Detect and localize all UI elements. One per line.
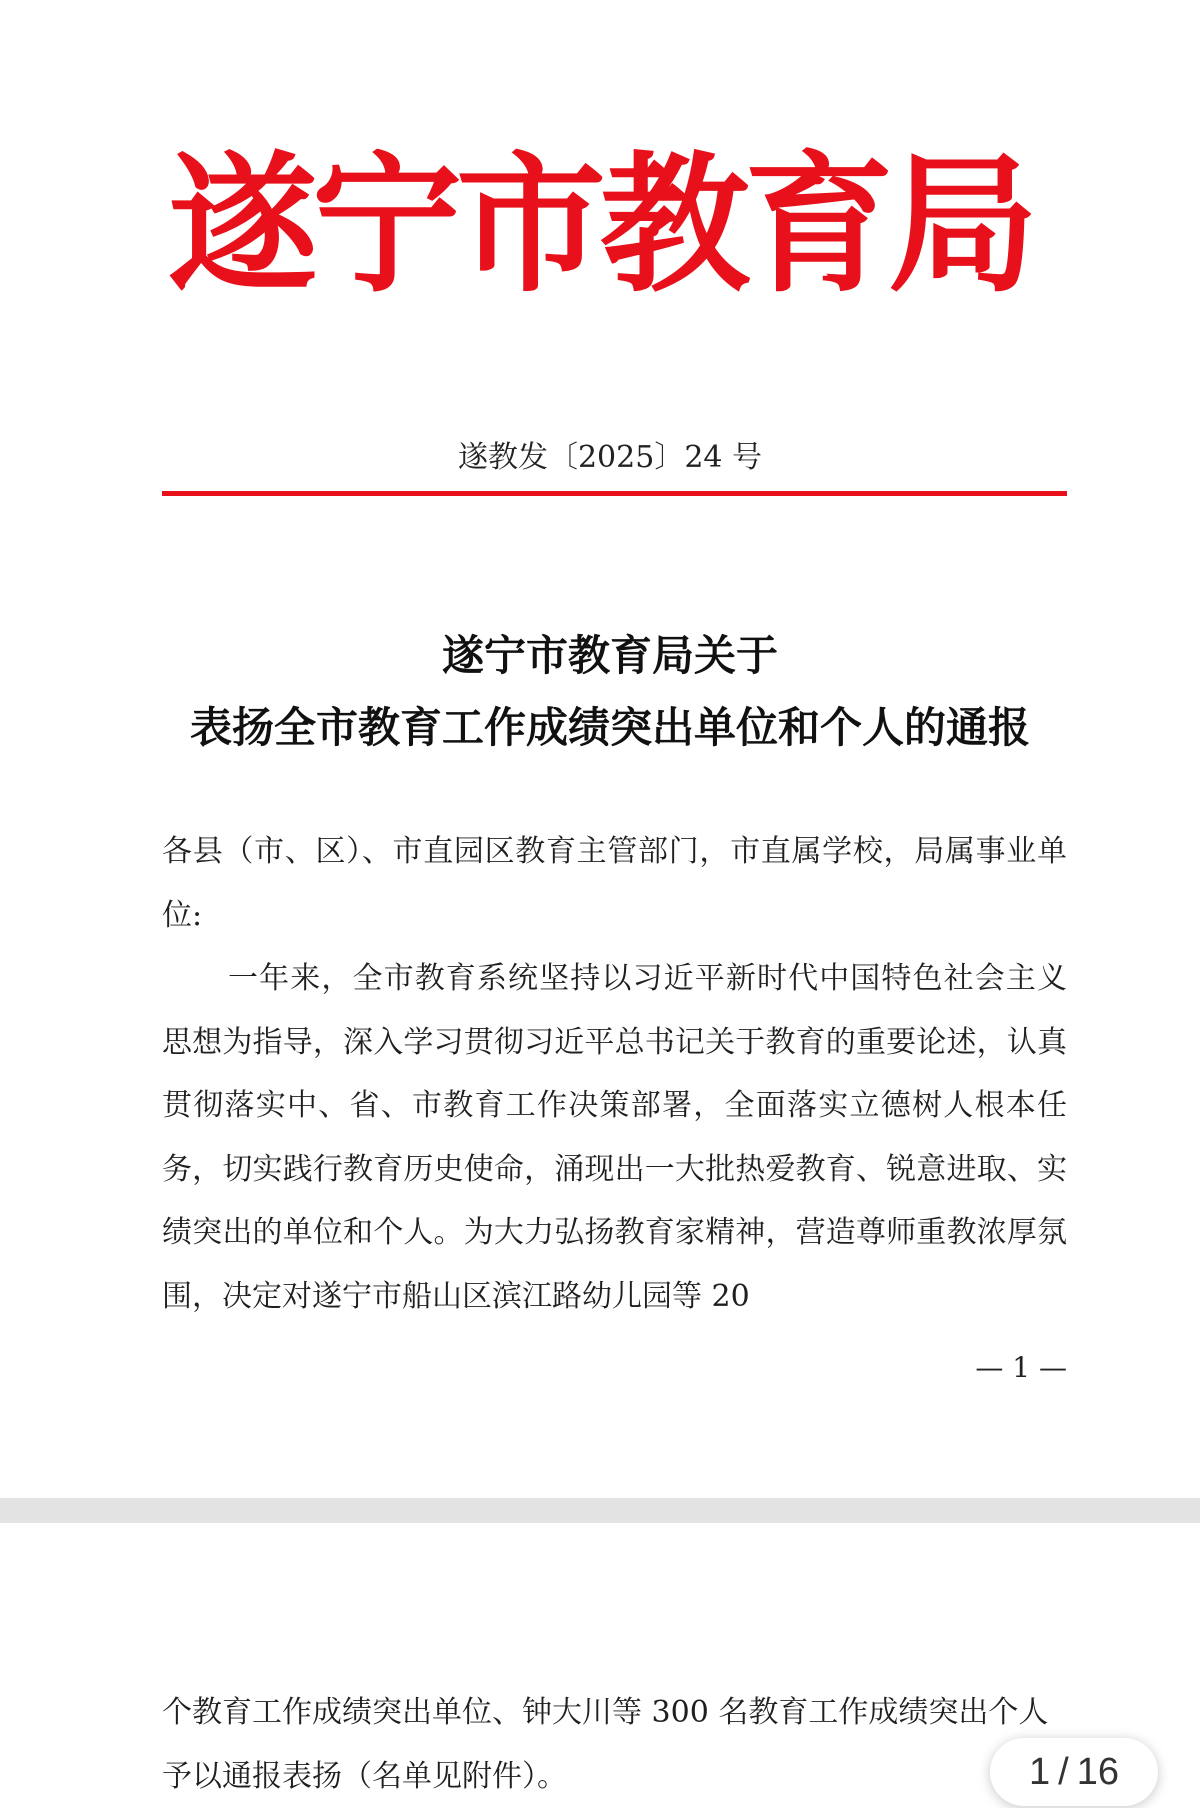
salutation-paragraph: 各县（市、区）、市直园区教育主管部门，市直属学校，局属事业单位:: [162, 834, 1067, 933]
red-divider-line: [162, 491, 1067, 496]
document-number: 遂教发〔2025〕24 号: [457, 440, 763, 475]
current-page-number: 1: [1029, 1750, 1051, 1793]
page-separator: [0, 1498, 1200, 1523]
page-number-footer: — 1 —: [975, 1351, 1067, 1384]
total-pages-number: 16: [1076, 1750, 1119, 1793]
document-heading-line-2: 表扬全市教育工作成绩突出单位和个人的通报: [189, 703, 1030, 752]
body-paragraph-1: 一年来，全市教育系统坚持以习近平新时代中国特色社会主义思想为指导，深入学习贯彻习近平总书记关于教育的重要论述，认真贯彻落实中、省、市教育工作决策部署，全面落实立德树人根本任务，切实践行教育历史使命，涌现出一大批热爱教育、锐意进取、实绩突出的单位和个人。为大力弘扬教育家精神，营造尊师重教浓厚氛围，决定对遂宁市船山区滨江路幼儿园等 20: [162, 961, 1067, 1314]
body-paragraph-2: 个教育工作成绩突出单位、钟大川等 300 名教育工作成绩突出个人予以通报表扬（名单见附件）。: [162, 1695, 1049, 1794]
page-indicator-button[interactable]: [990, 1738, 1158, 1806]
page-separator-slash: /: [1058, 1750, 1069, 1793]
org-title: 遂宁市教育局: [167, 137, 1032, 313]
document-heading-line-1: 遂宁市教育局关于: [441, 631, 778, 680]
